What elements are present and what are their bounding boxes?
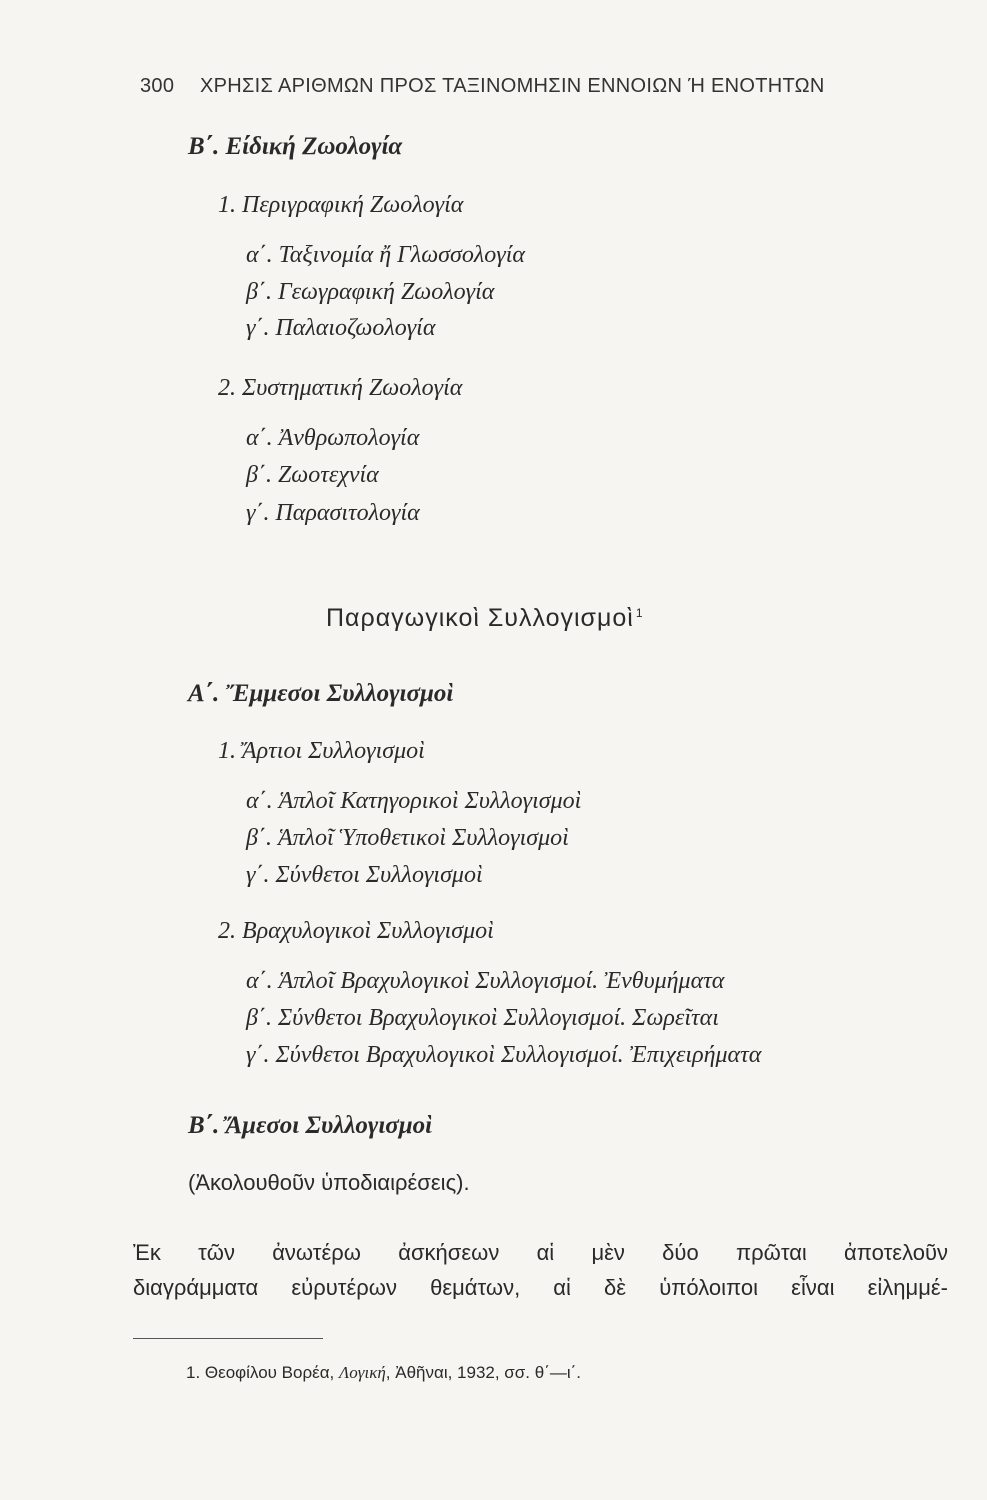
chapter-title: Παραγωγικοὶ Συλλογισμοὶ $^1$ (326, 604, 644, 632)
section-heading-indirect: Α΄. Ἔμμεσοι Συλλογισμοὶ (188, 680, 454, 707)
list-item: β΄. Σύνθετοι Βραχυλογικοὶ Συλλογισμοί. Σωρεῖται (246, 1005, 719, 1031)
footnote: 1. Θεοφίλου Βορέα, Λογική, Ἀθῆναι, 1932, σσ. θ΄—ι΄. (186, 1363, 582, 1382)
list-item: α΄. Ἁπλοῖ Βραχυλογικοὶ Συλλογισμοί. Ἐνθυμήματα (246, 968, 725, 994)
list-item: β΄. Γεωγραφική Ζωολογία (246, 279, 495, 305)
footnote-book-title: Λογική (339, 1363, 386, 1382)
section-heading-zoology: Β΄. Είδική Ζωολογία (188, 133, 403, 160)
group-title-complete: 1. Ἄρτιοι Συλλογισμοὶ (218, 738, 425, 764)
group-title-abbreviated: 2. Βραχυλογικοὶ Συλλογισμοὶ (218, 918, 494, 944)
list-item: γ΄. Σύνθετοι Βραχυλογικοὶ Συλλογισμοί. Ἐπιχειρήματα (246, 1042, 762, 1068)
list-item: α΄. Ἀνθρωπολογία (246, 425, 420, 451)
list-item: γ΄. Σύνθετοι Συλλογισμοὶ (246, 862, 483, 888)
running-title: ΧΡΗΣΙΣ ΑΡΙΘΜΩΝ ΠΡΟΣ ΤΑΞΙΝΟΜΗΣΙΝ ΕΝΝΟΙΩΝ Ή ΕΝΟΤΗΤΩΝ (200, 75, 825, 97)
list-item: β΄. Ἁπλοῖ Ὑποθετικοὶ Συλλογισμοὶ (246, 825, 569, 851)
list-item: γ΄. Παλαιοζωολογία (246, 315, 436, 341)
footnote-marker: 1 (635, 605, 644, 620)
footnote-rule (133, 1338, 323, 1339)
list-item: β΄. Ζωοτεχνία (246, 462, 379, 488)
paragraph-line-2: διαγράμματα εὐρυτέρων θεμάτων, αἱ δὲ ὑπόλοιποι εἶναι εἰλημμέ- (133, 1275, 948, 1300)
list-item: α΄. Ἁπλοῖ Κατηγορικοὶ Συλλογισμοὶ (246, 788, 582, 814)
page-number: 300 (140, 75, 175, 97)
paragraph-line-1: Ἐκ τῶν ἀνωτέρω ἀσκήσεων αἱ μὲν δύο πρῶται ἀποτελοῦν (133, 1240, 948, 1265)
section-heading-direct: Β΄. Ἄμεσοι Συλλογισμοὶ (188, 1112, 433, 1139)
list-item: α΄. Ταξινομία ἤ Γλωσσολογία (246, 242, 525, 268)
group-title-systematic: 2. Συστηματική Ζωολογία (218, 375, 463, 401)
group-title-descriptive: 1. Περιγραφική Ζωολογία (218, 192, 464, 218)
list-item: γ΄. Παρασιτολογία (246, 500, 420, 526)
subdivision-note: (Ἀκολουθοῦν ὑποδιαιρέσεις). (188, 1170, 470, 1195)
